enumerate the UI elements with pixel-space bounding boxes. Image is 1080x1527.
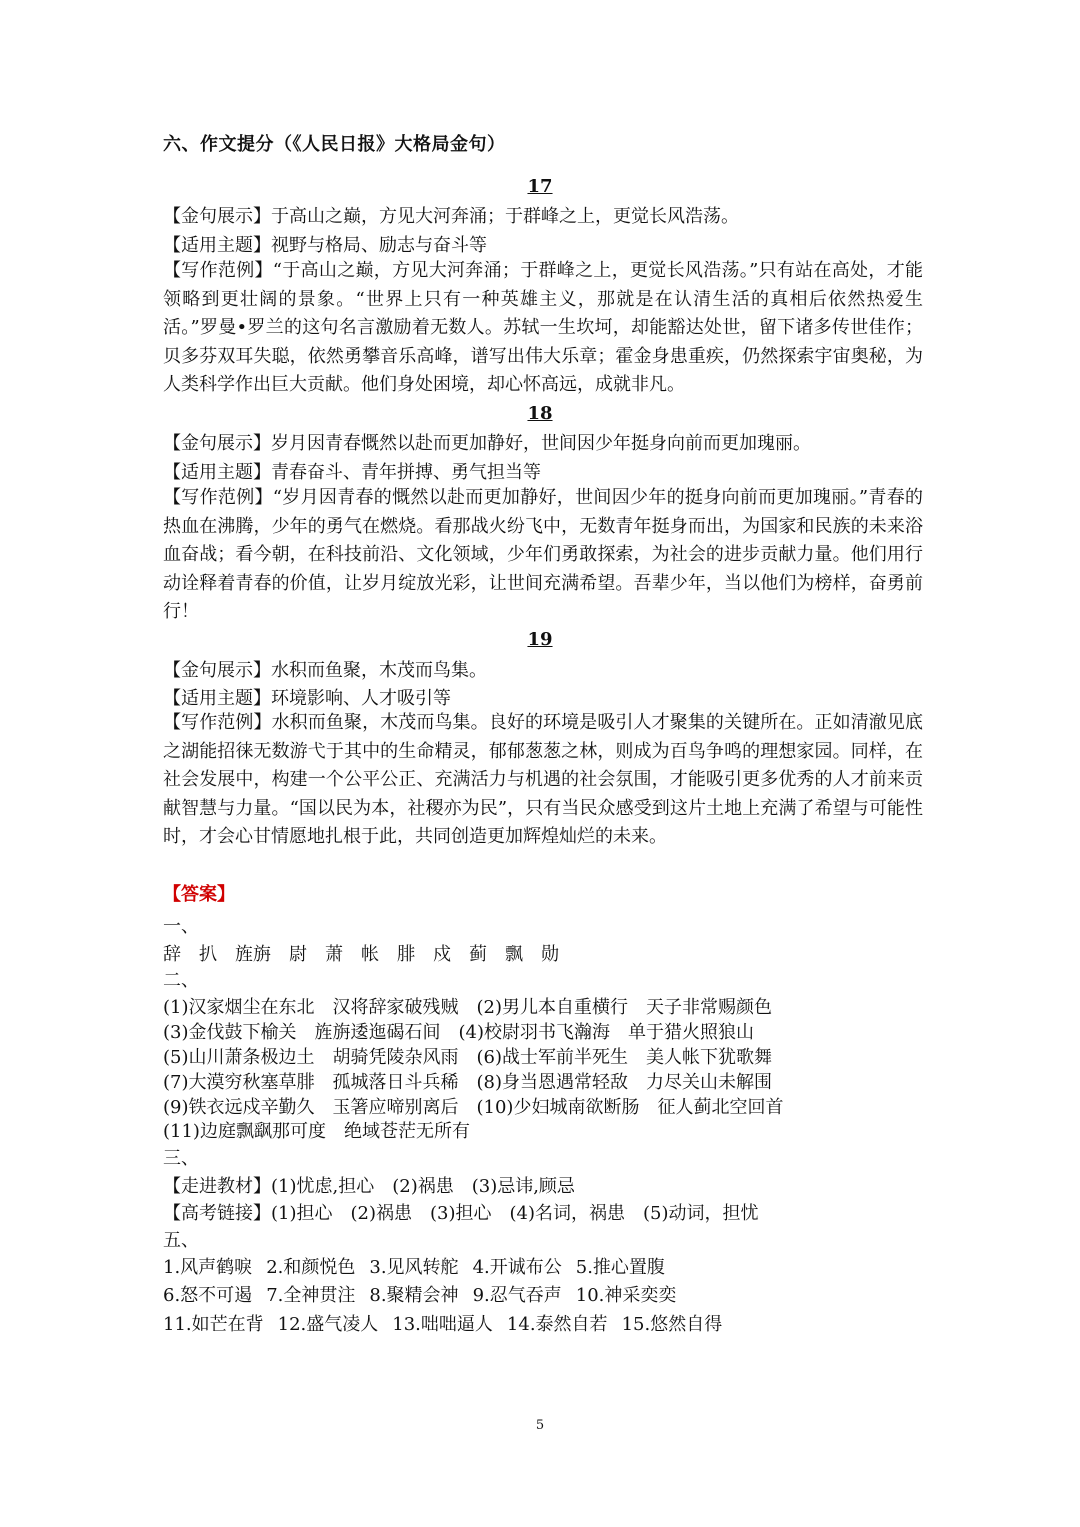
idiom-item: 14.泰然自若 <box>506 1314 608 1335</box>
part2-line: (9)铁衣远戍辛勤久 玉箸应啼别离后 (10)少妇城南欲断肠 征人蓟北空回首 <box>163 1097 784 1118</box>
part5-row <box>163 1310 943 1336</box>
example-paragraph: 【写作范例】“岁月因青春的慨然以赴而更加静好，世间因少年的挺身向前而更加瑰丽。”青春的热血在沸腾，少年的勇气在燃烧。看那战火纷飞中，无数青年挺身而出，为国家和民族的未来浴血奋战；看今朝，在科技前沿、文化领域，少年们勇敢探索，为社会的进步贡献力量。他们用行动诠释着青春的价值，让岁月绽放光彩，让世间充满希望。吾辈少年，当以他们为榜样，奋勇前行！ <box>163 487 923 622</box>
part2-line: (3)金伐鼓下榆关 旌旃逶迤碣石间 (4)校尉羽书飞瀚海 单于猎火照狼山 <box>163 1022 754 1043</box>
idiom-item: 1.风声鹤唳 <box>163 1257 253 1278</box>
idiom-item: 5.推心置腹 <box>575 1257 665 1278</box>
part3-label: 三、 <box>163 1148 199 1169</box>
idiom-item: 12.盛气凌人 <box>277 1314 379 1335</box>
idiom-item: 6.怒不可遏 <box>163 1285 253 1306</box>
page-number: 5 <box>535 1418 545 1433</box>
idiom-item: 15.悠然自得 <box>621 1314 723 1335</box>
block-number: 19 <box>527 629 553 650</box>
part3-line: 【高考链接】(1)担心 (2)祸患 (3)担心 (4)名词，祸患 (5)动词，担忧 <box>163 1203 759 1224</box>
idiom-item: 3.见风转舵 <box>369 1257 459 1278</box>
quote-line: 【金句展示】于高山之巅，方见大河奔涌；于群峰之上，更觉长风浩荡。 <box>163 206 739 227</box>
theme-line: 【适用主题】环境影响、人才吸引等 <box>163 688 451 709</box>
part2-line: (1)汉家烟尘在东北 汉将辞家破残贼 (2)男儿本自重横行 天子非常赐颜色 <box>163 997 772 1018</box>
idiom-item: 8.聚精会神 <box>369 1285 459 1306</box>
answer-heading: 【答案】 <box>163 884 235 905</box>
part5-row <box>163 1253 943 1279</box>
example-paragraph: 【写作范例】水积而鱼聚，木茂而鸟集。良好的环境是吸引人才聚集的关键所在。正如清澈见底之湖能招徕无数游弋于其中的生命精灵，郁郁葱葱之林，则成为百鸟争鸣的理想家园。同样，在社会发展中，构建一个公平公正、充满活力与机遇的社会氛围，才能吸引更多优秀的人才前来贡献智慧与力量。“国以民为本，社稷亦为民”，只有当民众感受到这片土地上充满了希望与可能性时，才会心甘情愿地扎根于此，共同创造更加辉煌灿烂的未来。 <box>163 712 923 847</box>
quote-line: 【金句展示】水积而鱼聚，木茂而鸟集。 <box>163 660 487 681</box>
part3-line: 【走进教材】(1)忧虑,担心 (2)祸患 (3)忌讳,顾忌 <box>163 1176 575 1197</box>
example-paragraph: 【写作范例】“于高山之巅，方见大河奔涌；于群峰之上，更觉长风浩荡。”只有站在高处，才能领略到更壮阔的景象。“世界上只有一种英雄主义，那就是在认清生活的真相后依然热爱生活。”罗曼•罗兰的这句名言激励着无数人。苏轼一生坎坷，却能豁达处世，留下诸多传世佳作；贝多芬双耳失聪，依然勇攀音乐高峰，谱写出伟大乐章；霍金身患重疾，仍然探索宇宙奥秘，为人类科学作出巨大贡献。他们身处困境，却心怀高远，成就非凡。 <box>163 260 923 395</box>
part1-label: 一、 <box>163 916 199 937</box>
theme-line: 【适用主题】视野与格局、励志与奋斗等 <box>163 235 487 256</box>
quote-line: 【金句展示】岁月因青春慨然以赴而更加静好，世间因少年挺身向前而更加瑰丽。 <box>163 433 811 454</box>
part2-line: (7)大漠穷秋塞草腓 孤城落日斗兵稀 (8)身当恩遇常轻敌 力尽关山未解围 <box>163 1072 772 1093</box>
part2-line: (5)山川萧条极边土 胡骑凭陵杂风雨 (6)战士军前半死生 美人帐下犹歌舞 <box>163 1047 772 1068</box>
idiom-item: 11.如芒在背 <box>163 1314 264 1335</box>
idiom-item: 13.咄咄逼人 <box>392 1314 493 1335</box>
block-number: 17 <box>527 176 553 197</box>
part5-label: 五、 <box>163 1230 199 1251</box>
idiom-item: 7.全神贯注 <box>266 1285 356 1306</box>
idiom-item: 4.开诚布公 <box>472 1257 562 1278</box>
part2-line: (11)边庭飘飖那可度 绝域苍茫无所有 <box>163 1121 470 1142</box>
part2-label: 二、 <box>163 970 199 991</box>
part1-answers: 辞 扒 旌旃 尉 萧 帐 腓 戍 蓟 飘 勋 <box>163 944 559 965</box>
idiom-item: 10.神采奕奕 <box>575 1285 677 1306</box>
theme-line: 【适用主题】青春奋斗、青年拼搏、勇气担当等 <box>163 462 541 483</box>
idiom-item: 9.忍气吞声 <box>472 1285 562 1306</box>
block-number: 18 <box>527 403 553 424</box>
part5-row <box>163 1281 943 1307</box>
section-title: 六、作文提分（《人民日报》大格局金句） <box>163 134 506 155</box>
idiom-item: 2.和颜悦色 <box>266 1257 356 1278</box>
